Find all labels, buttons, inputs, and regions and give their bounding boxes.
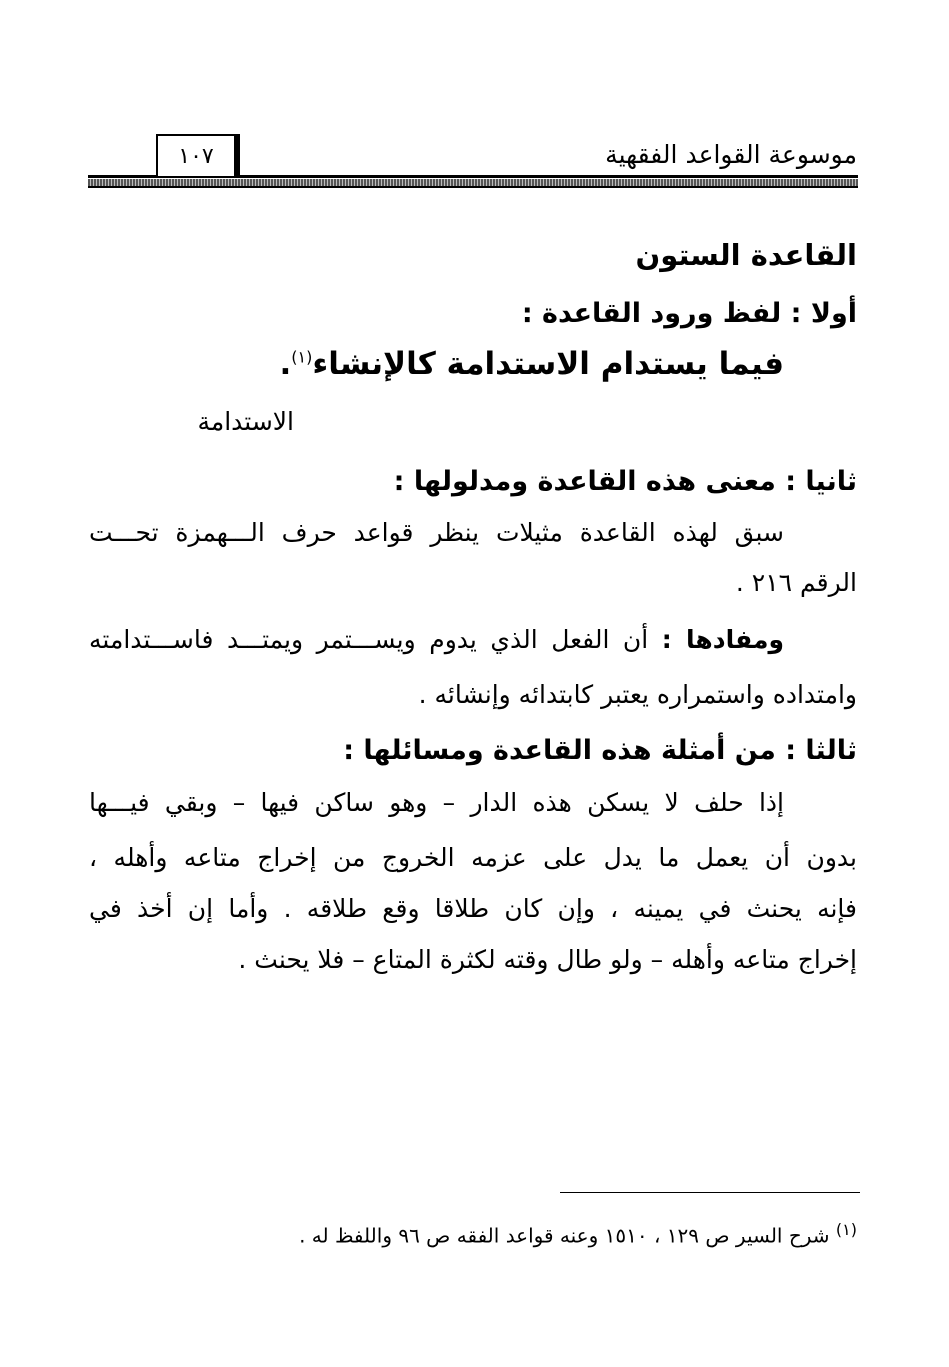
gist-line-1 — [89, 625, 784, 655]
footnote-number: (١) — [835, 1220, 857, 1239]
example-line-1: إذا حلف لا يسكن هذه الدار – وهو ساكن فيها – وبقي فيـــها — [89, 788, 784, 817]
footnote-text: شرح السير ص ١٢٩ ، ١٥١٠ وعنه قواعد الفقه ص ٩٦ واللفظ له . — [299, 1223, 830, 1248]
footnote-separator — [560, 1192, 860, 1193]
example-line-2: بدون أن يعمل ما يدل على عزمه الخروج من إخراج متاعه وأهله ، — [89, 843, 857, 872]
rule-statement-text: فيما يستدام الاستدامة كالإنشاء — [312, 346, 784, 382]
rule-statement — [279, 346, 784, 383]
page-number-box — [156, 134, 240, 178]
page-number: ١٠٧ — [178, 143, 214, 169]
first-heading: أولا : لفظ ورود القاعدة : — [521, 298, 857, 329]
meaning-line-1: سبق لهذه القاعدة مثيلات ينظر قواعد حرف الـــهمزة تحـــت — [89, 518, 784, 547]
rule-statement-end: . — [279, 346, 292, 382]
third-heading: ثالثا : من أمثلة هذه القاعدة ومسائلها : — [343, 735, 857, 766]
keyword: الاستدامة — [197, 407, 294, 436]
running-title: موسوعة القواعد الفقهية — [605, 140, 857, 169]
example-line-3: فإنه يحنث في يمينه ، وإن كان طلاقا وقع طلاقه . وأما إن أخذ في — [89, 894, 857, 923]
gist-line-1-text: أن الفعل الذي يدوم ويســـتمر ويمتـــد فاســـتدامته — [89, 625, 649, 654]
footnote-marker: (١) — [291, 347, 313, 367]
gist-line-2: وامتداده واستمراره يعتبر كابتدائه وإنشائه . — [418, 680, 857, 709]
meaning-line-2: الرقم ٢١٦ . — [735, 568, 857, 597]
gist-label: ومفادها : — [661, 625, 784, 654]
footnote — [299, 1220, 857, 1248]
example-line-4: إخراج متاعه وأهله – ولو طال وقته لكثرة المتاع – فلا يحنث . — [238, 945, 857, 974]
rule-title: القاعدة الستون — [635, 238, 857, 272]
second-heading: ثانيا : معنى هذه القاعدة ومدلولها : — [393, 466, 857, 497]
